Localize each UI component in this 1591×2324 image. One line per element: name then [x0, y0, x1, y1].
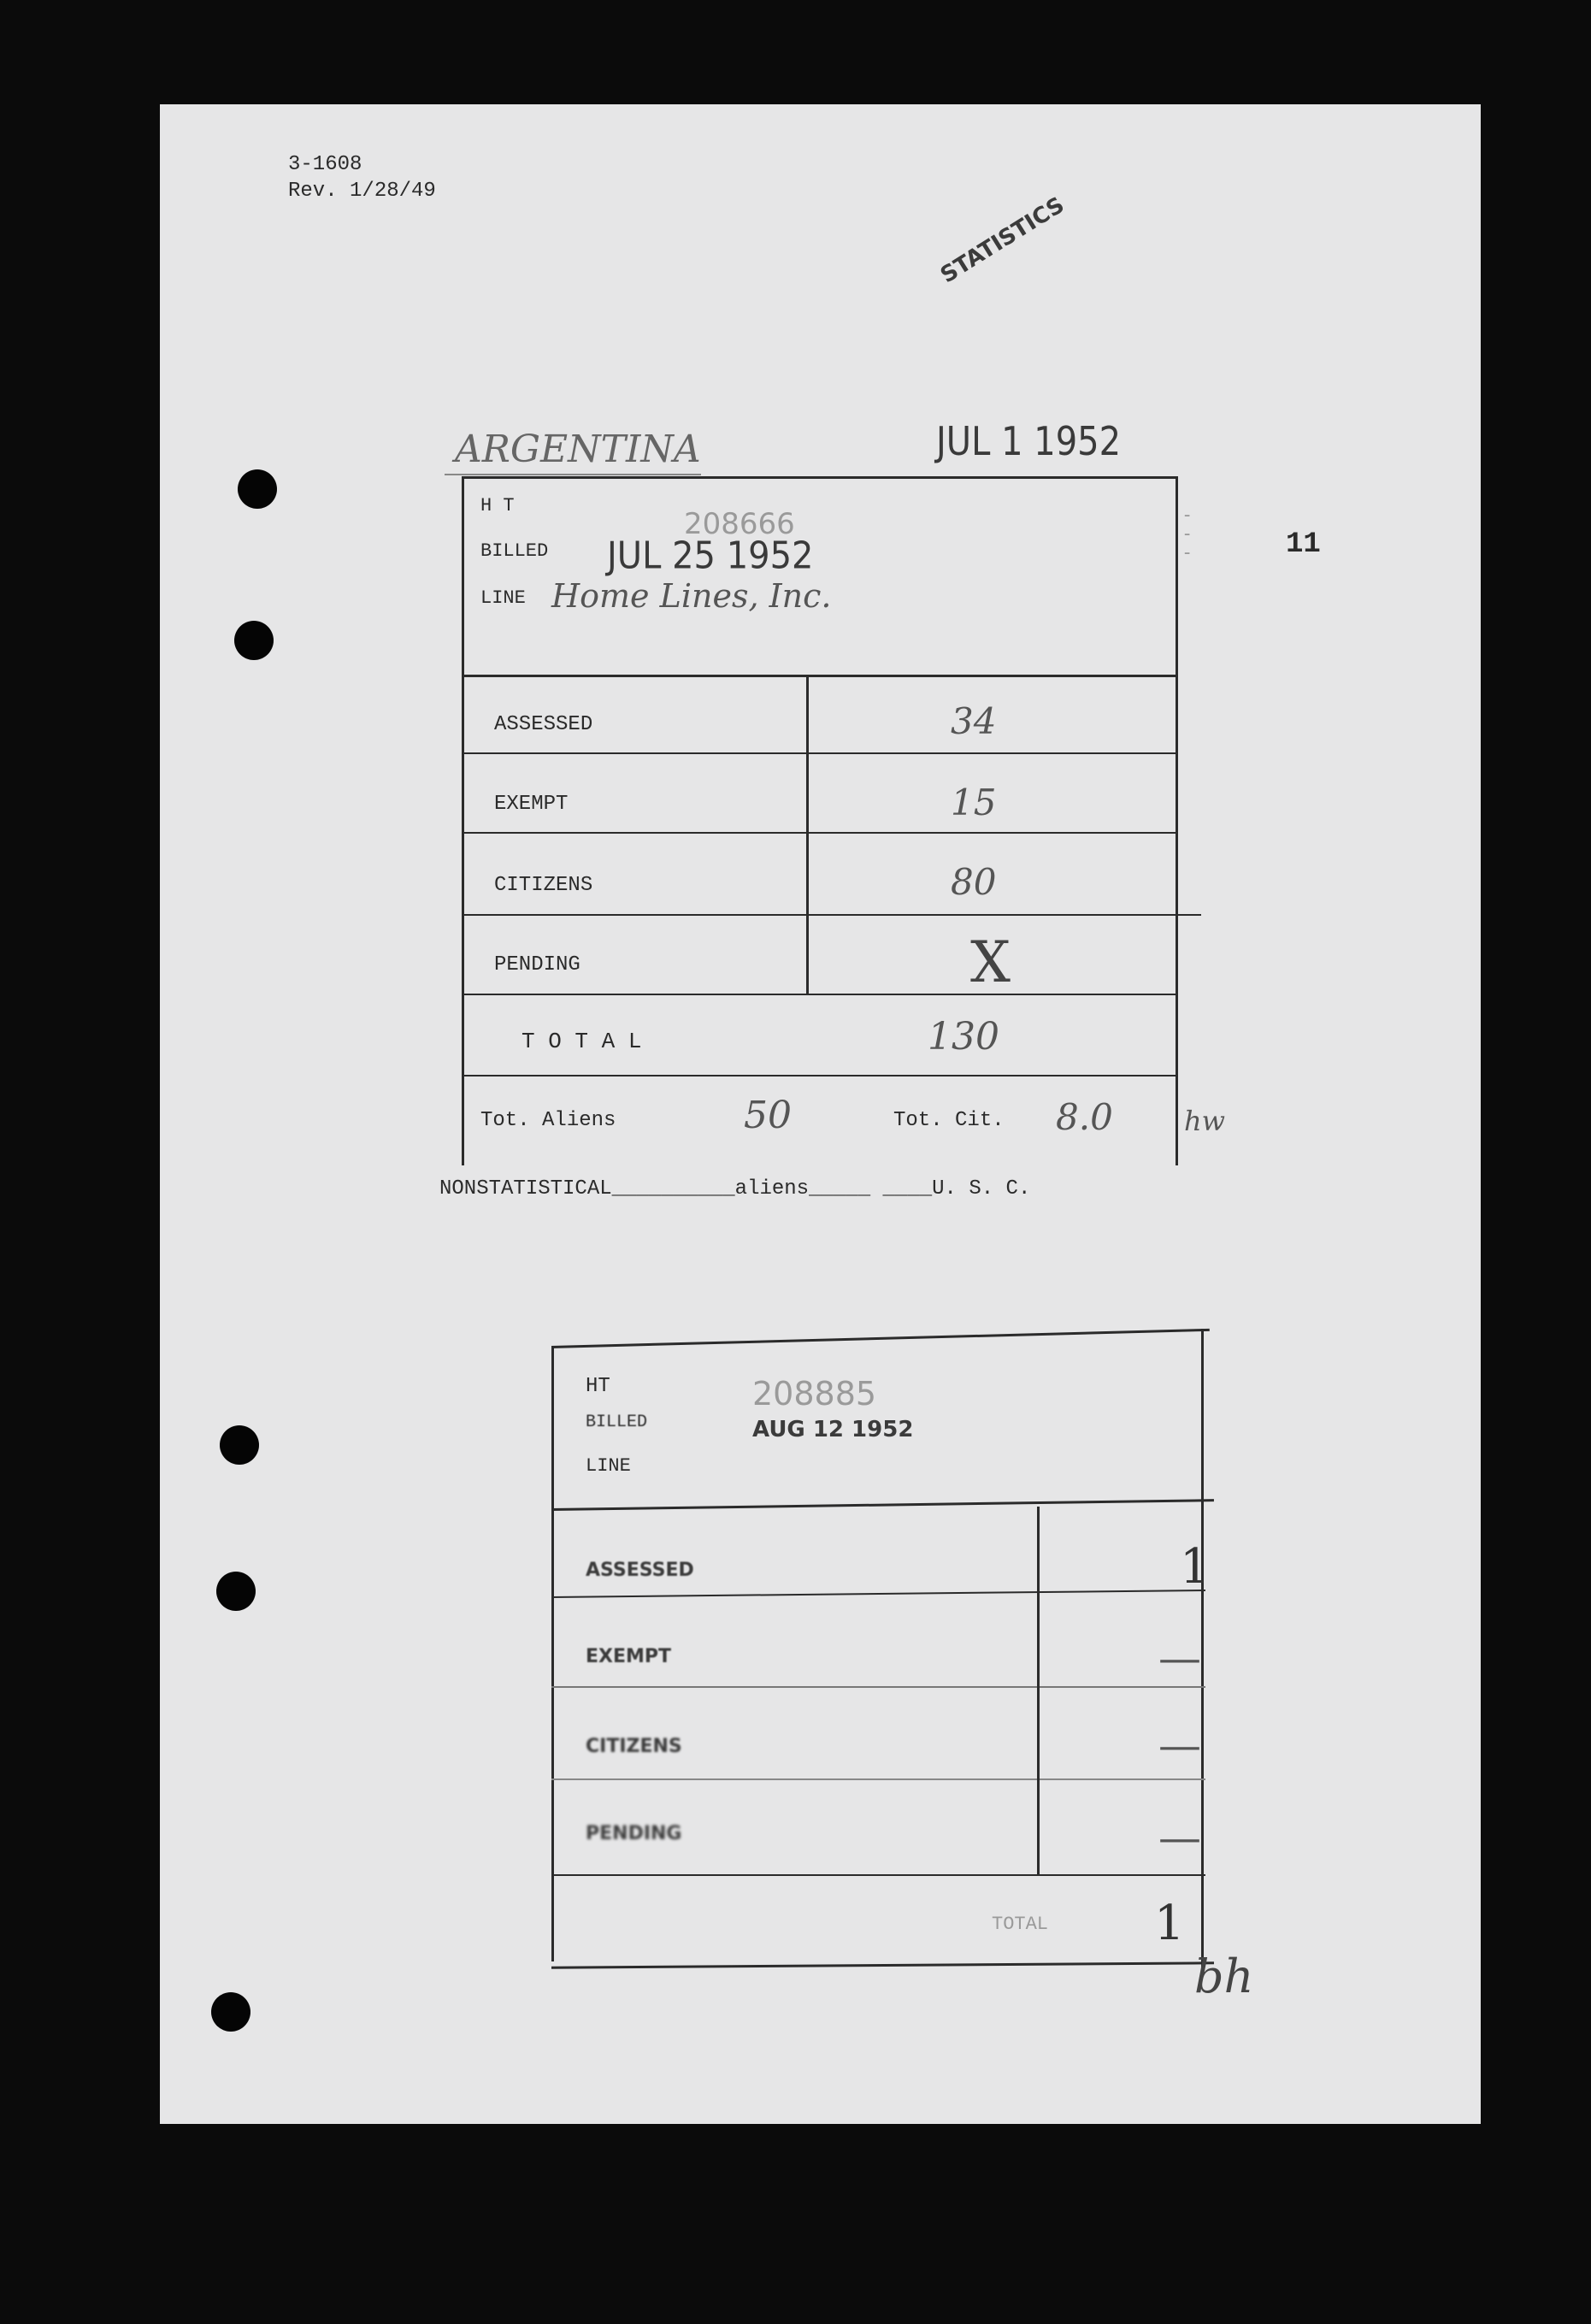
total-value: 130 [928, 1015, 999, 1059]
form-number: 3-1608 [288, 153, 362, 176]
margin-ticks: - - - [1181, 504, 1193, 563]
date-stamp: JUL 1 1952 [936, 419, 1122, 465]
form-revision: Rev. 1/28/49 [288, 180, 436, 203]
card2-total-value: 1 [1154, 1896, 1185, 1951]
billed-date: JUL 25 1952 [607, 534, 814, 578]
line-value: Home Lines, Inc. [551, 577, 832, 615]
citizens-value: 80 [951, 861, 997, 903]
nonstatistical-line: NONSTATISTICAL__________aliens_____ ____U. S. C. [439, 1177, 1031, 1200]
nonstatistical-label: NONSTATISTICAL [439, 1177, 612, 1200]
card2-ht-number: 208885 [752, 1375, 877, 1413]
assessed-value: 34 [951, 700, 997, 742]
total-label: T O T A L [521, 1029, 642, 1054]
card2-total-label: TOTAL [992, 1914, 1049, 1935]
page-number: 11 [1286, 528, 1321, 561]
usc-label: U. S. C. [932, 1177, 1031, 1200]
card2-pending-value: — [1158, 1813, 1201, 1862]
card-1 [462, 476, 1225, 1165]
card2-exempt-value: — [1158, 1633, 1201, 1683]
card2-citizens-value: — [1158, 1720, 1201, 1770]
exempt-label: EXEMPT [494, 793, 569, 816]
binder-hole [238, 469, 277, 509]
binder-hole [216, 1572, 256, 1611]
card2-exempt-label: EXEMPT [586, 1646, 672, 1667]
card2-initials: bh [1194, 1949, 1254, 2003]
document-page [160, 104, 1481, 2124]
binder-hole [234, 621, 274, 660]
billed-label: BILLED [480, 540, 549, 562]
aliens-label: aliens [734, 1177, 810, 1200]
exempt-value: 15 [951, 782, 997, 823]
assessed-label: ASSESSED [494, 713, 593, 736]
card2-billed-date: AUG 12 1952 [752, 1417, 914, 1442]
card2-billed-label: BILLED [586, 1413, 648, 1432]
citizens-label: CITIZENS [494, 874, 593, 897]
pending-label: PENDING [494, 953, 580, 976]
ht-label: H T [480, 495, 515, 516]
card1-initials: hw [1184, 1105, 1225, 1137]
card-2 [551, 1327, 1210, 1984]
statistics-stamp: STATISTICS [936, 192, 1070, 289]
binder-hole [211, 1992, 250, 2032]
binder-hole [220, 1425, 259, 1465]
card2-assessed-value: 1 [1180, 1539, 1211, 1595]
country-handwritten: ARGENTINA [455, 428, 701, 471]
tot-cit-label: Tot. Cit. [893, 1109, 1005, 1132]
card2-ht-label: HT [586, 1375, 610, 1398]
line-label: LINE [480, 587, 526, 609]
tot-aliens-value: 50 [744, 1094, 792, 1137]
country-underline [445, 474, 701, 475]
card2-assessed-label: ASSESSED [586, 1560, 694, 1581]
tot-cit-value: 8.0 [1056, 1096, 1113, 1138]
card2-citizens-label: CITIZENS [586, 1736, 682, 1757]
tot-aliens-label: Tot. Aliens [480, 1109, 616, 1132]
card2-pending-label: PENDING [586, 1823, 682, 1844]
card2-line-label: LINE [586, 1455, 631, 1477]
pending-value: X [970, 929, 1011, 995]
ht-number: 208666 [684, 507, 795, 541]
